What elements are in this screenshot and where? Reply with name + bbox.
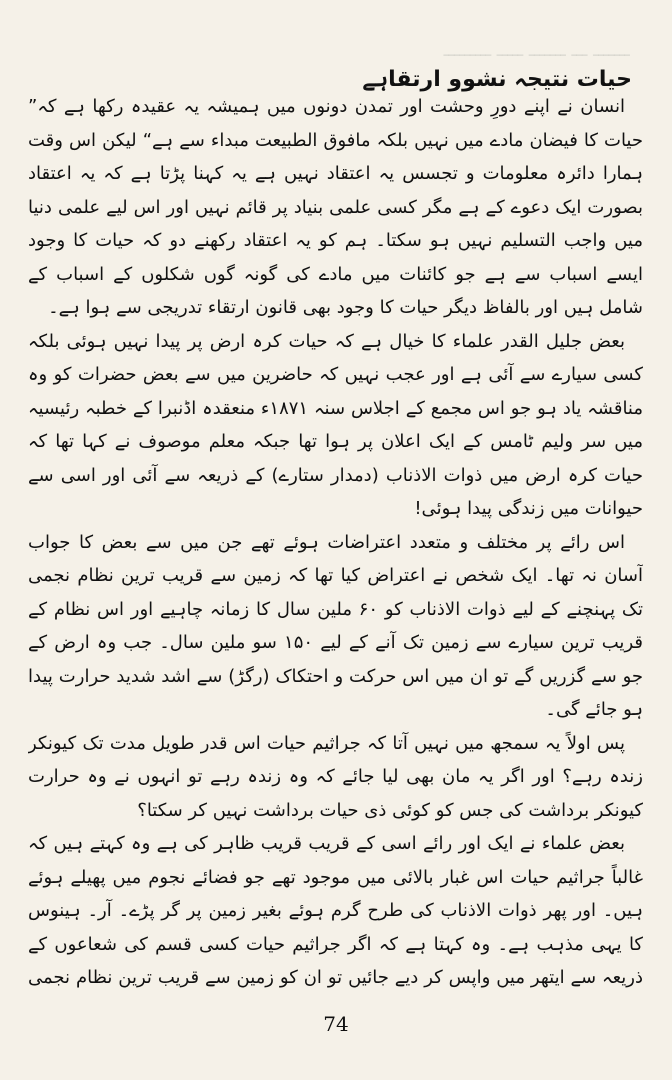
paragraph: پس اولاً یہ سمجھ میں نہیں آتا کہ جراثیم حیات اس قدر طویل مدت تک کیونکر زندہ رہے؟ اور اگر یہ مان بھی لیا جائے کہ وہ زندہ رہے تو انہوں نے وہ حرارت کیونکر برداشت کی جس کو کوئی ذی حیات برداشت نہیں کر سکتا؟ bbox=[28, 732, 643, 821]
paragraph: انسان نے اپنے دورِ وحشت اور تمدن دونوں میں ہمیشہ یہ عقیدہ رکھا ہے کہ” حیات کا فیضان مادے میں نہیں بلکہ مافوق الطبیعت مبداء سے ہے“ لیکن اس وقت ہمارا دائرہ معلومات و تجسس یہ اعتقاد نہیں ہے یہ کہنا پڑتا ہے کہ یہ اعتقاد بصورت ایک دعوے کے ہے مگر کسی علمی بنیاد پر قائم نہیں اور اس لیے علمی دنیا میں واجب التسلیم نہیں ہو سکتا۔ ہم کو یہ اعتقاد رکھنے دو کہ حیات کا وجود ایسے اسباب سے ہے جو کائنات میں مادے کی گونہ گوں شکلوں کے اسباب کے شامل ہیں اور بالفاظ دیگر حیات کا وجود بھی قانون ارتقاء تدریجی سے ہوا ہے۔ bbox=[28, 96, 643, 318]
show-through-text: ـــــــ ـــ ـــــــ ـــــ ـــــــــ bbox=[443, 40, 630, 61]
paragraph: اس رائے پر مختلف و متعدد اعتراضات ہوئے تھے جن میں سے بعض کا جواب آسان نہ تھا۔ ایک شخص نے اعتراض کیا تھا کہ زمین سے قریب ترین نظام نجمی تک پہنچنے کے لیے ذوات الاذناب کو ۶۰ ملین سال کا زمانہ چاہیے اور اس نظام کے قریب ترین سیارے سے زمین تک آنے کے لیے ۱۵۰ سو ملین سال۔ جب وہ ارض کے جو سے گزریں گے تو ان میں اس حرکت و احتکاک (رگڑ) سے اشد شدید حرارت پیدا ہو جائے گی۔ bbox=[28, 531, 643, 720]
paragraph: بعض جلیل القدر علماء کا خیال ہے کہ حیات کرہ ارض پر پیدا نہیں ہوئی بلکہ کسی سیارے سے آئی ہے اور عجب نہیں کہ حاضرین میں سے بعض حضرات کو وہ مناقشہ یاد ہو جو اس مجمع کے اجلاس سنہ ۱۸۷۱ء منعقدہ اڈنبرا کے خطبہ رئیسیہ میں سر ولیم ٹامس کے ایک اعلان پر ہوا تھا جبکہ معلم موصوف نے کہا تھا کہ حیات کرہ ارض میں ذوات الاذناب (دمدار ستارے) کے ذریعہ سے آئی اور اسی سے حیوانات میں زندگی پیدا ہوئی! bbox=[28, 330, 643, 519]
paragraph: بعض علماء نے ایک اور رائے اسی کے قریب قریب ظاہر کی ہے وہ کہتے ہیں کہ غالباً جراثیم حیات اس غبار بالائی میں موجود تھے جو فضائے نجوم میں پھیلے ہوئے ہیں۔ اور پھر ذوات الاذناب کی طرح گرم ہوئے بغیر زمین پر گر پڑے۔ آر۔ ہینوس کا یہی مذہب ہے۔ وہ کہتا ہے کہ اگر جراثیم حیات کسی قسم کی شعاعوں کے ذریعہ سے ایتھر میں واپس کر دیے جائیں تو ان کو زمین سے قریب ترین نظام نجمی bbox=[28, 833, 643, 988]
chapter-title: حیات نتیجہ نشوو ارتقاہے bbox=[362, 66, 632, 92]
page-number: 74 bbox=[323, 1012, 349, 1036]
body-text bbox=[28, 90, 643, 990]
